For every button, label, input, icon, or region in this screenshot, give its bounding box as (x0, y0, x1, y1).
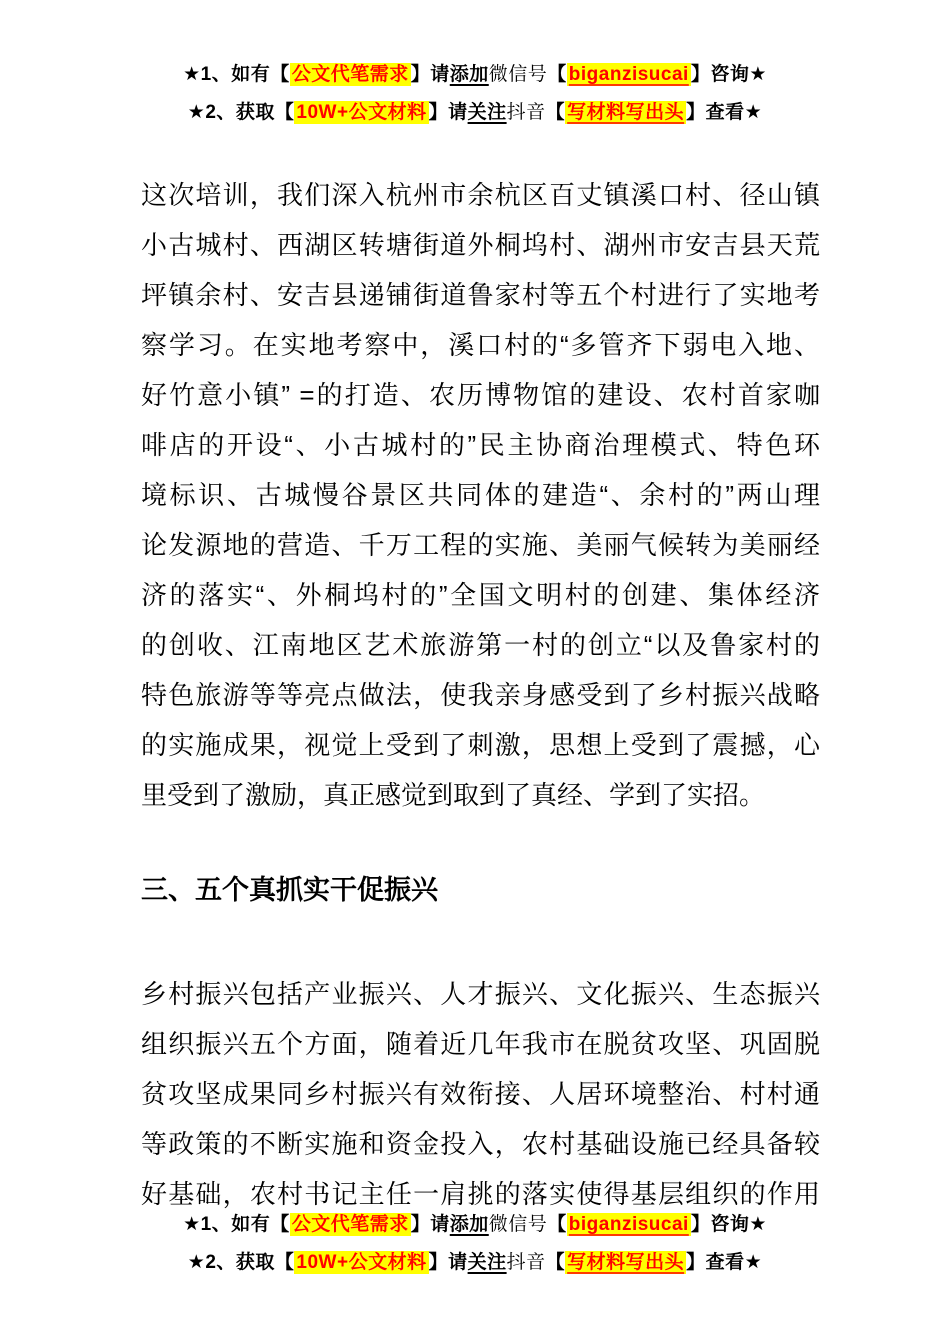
promo-text-segment: 关注 (467, 102, 507, 123)
promo-text-segment: 公文代笔需求 (291, 64, 409, 85)
text-line: 小古城村、西湖区转塘街道外桐坞村、湖州市安吉县天荒 (141, 230, 820, 260)
paragraph-revitalization (141, 969, 820, 1219)
promo-line-2 (0, 1244, 950, 1282)
promo-text-segment: 添加 (449, 64, 489, 85)
text-line: 察学习。在实地考察中，溪口村的“多管齐下弱电入地、 (141, 330, 820, 360)
text-line: 这次培训，我们深入杭州市余杭区百丈镇溪口村、径山镇 (141, 180, 820, 210)
paragraph-field-study (141, 170, 820, 820)
promo-line-1 (0, 56, 950, 94)
document-body (141, 170, 820, 1219)
text-line: 组织振兴五个方面，随着近几年我市在脱贫攻坚、巩固脱 (141, 1029, 820, 1059)
text-line: 里受到了激励，真正感觉到取到了真经、学到了实招。 (141, 780, 766, 810)
promo-text-segment: 公文代笔需求 (291, 1214, 409, 1235)
promo-text-segment: 【 (547, 64, 567, 85)
text-line: 论发源地的营造、千万工程的实施、美丽气候转为美丽经 (141, 530, 820, 560)
promo-text-segment: biganzisucai (568, 64, 689, 85)
promo-text-segment: 】查看★ (686, 102, 763, 123)
promo-text-segment: 】咨询★ (690, 64, 767, 85)
promo-text-segment: ★2、获取【 (187, 102, 295, 123)
text-line: 特色旅游等等亮点做法，使我亲身感受到了乡村振兴战略 (141, 680, 820, 710)
promo-text-segment: 抖音 (506, 1252, 546, 1273)
promo-text-segment: 】请 (410, 1214, 450, 1235)
promo-text-segment: biganzisucai (568, 1214, 689, 1235)
promo-text-segment: 微信号 (488, 64, 548, 85)
section-heading: 三、五个真抓实干促振兴 (141, 875, 438, 905)
text-line: 坪镇余村、安吉县递铺街道鲁家村等五个村进行了实地考 (141, 280, 820, 310)
promo-text-segment: 【 (545, 1252, 566, 1273)
promo-text-segment: 关注 (467, 1252, 507, 1273)
promo-line-1 (0, 1206, 950, 1244)
promo-text-segment: 抖音 (506, 102, 546, 123)
promo-text-segment: 】查看★ (686, 1252, 763, 1273)
promo-banner-bottom (0, 1206, 950, 1282)
promo-text-segment: 添加 (449, 1214, 489, 1235)
text-line: 等政策的不断实施和资金投入，农村基础设施已经具备较 (141, 1129, 820, 1159)
text-line: 济的落实“、外桐坞村的”全国文明村的创建、集体经济 (141, 580, 820, 610)
promo-text-segment: 】咨询★ (690, 1214, 767, 1235)
promo-text-segment: ★1、如有【 (183, 1214, 290, 1235)
promo-line-2 (0, 94, 950, 132)
promo-text-segment: 微信号 (488, 1214, 548, 1235)
promo-text-segment: 写材料写出头 (567, 1252, 685, 1273)
promo-text-segment: 】请 (428, 102, 468, 123)
promo-text-segment: 10W+公文材料 (296, 1252, 427, 1273)
text-line: 乡村振兴包括产业振兴、人才振兴、文化振兴、生态振兴 (141, 979, 820, 1009)
promo-banner-top (0, 56, 950, 132)
text-line: 境标识、古城慢谷景区共同体的建造“、余村的”两山理 (141, 480, 820, 510)
text-line: 好基础，农村书记主任一肩挑的落实使得基层组织的作用 (141, 1179, 820, 1209)
promo-text-segment: 写材料写出头 (567, 102, 685, 123)
promo-text-segment: 【 (545, 102, 566, 123)
promo-text-segment: 10W+公文材料 (296, 102, 427, 123)
promo-text-segment: 】请 (410, 64, 450, 85)
text-line: 的实施成果，视觉上受到了刺激，思想上受到了震撼，心 (141, 730, 820, 760)
text-line: 好竹意小镇” =的打造、农历博物馆的建设、农村首家咖 (141, 380, 820, 410)
promo-text-segment: 】请 (428, 1252, 468, 1273)
text-line: 贫攻坚成果同乡村振兴有效衔接、人居环境整治、村村通 (141, 1079, 820, 1109)
promo-text-segment: ★1、如有【 (183, 64, 290, 85)
promo-text-segment: 【 (547, 1214, 567, 1235)
text-line: 啡店的开设“、小古城村的”民主协商治理模式、特色环 (141, 430, 820, 460)
text-line: 的创收、江南地区艺术旅游第一村的创立“以及鲁家村的 (141, 630, 820, 660)
promo-text-segment: ★2、获取【 (187, 1252, 295, 1273)
